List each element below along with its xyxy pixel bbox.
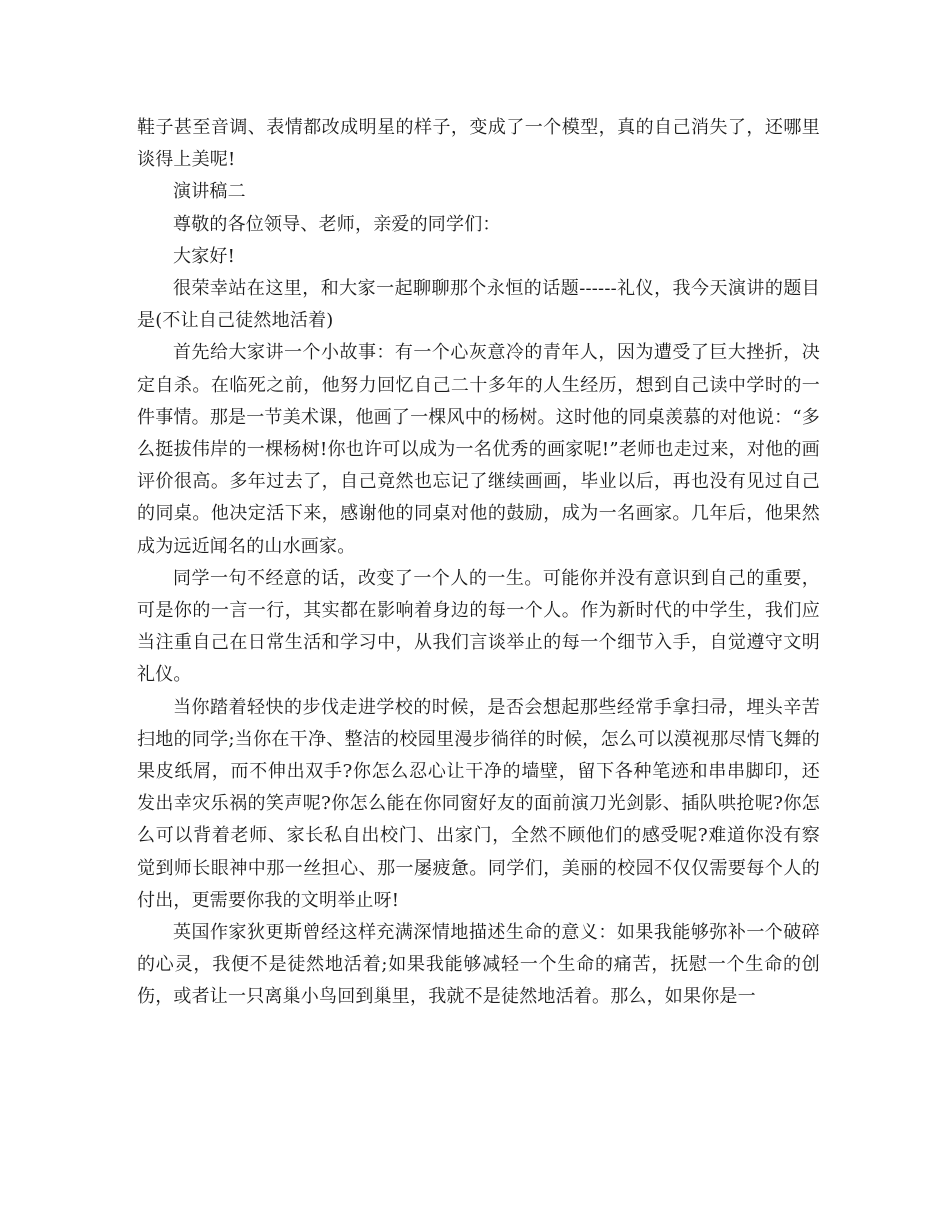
paragraph-intro: 很荣幸站在这里，和大家一起聊聊那个永恒的话题------礼仪，我今天演讲的题目是(不让自己徒然地活着) — [137, 278, 820, 332]
paragraph-influence: 同学一句不经意的话，改变了一个人的一生。可能你并没有意识到自己的重要，可是你的一言一行，其实都在影响着身边的每一个人。作为新时代的中学生，我们应当注重自己在日常生活和学习中，从我们言谈举止的每一个细节入手，自觉遵守文明礼仪。 — [137, 567, 820, 686]
salutation: 尊敬的各位领导、老师，亲爱的同学们： — [173, 213, 501, 235]
paragraph-continuation: 鞋子甚至音调、表情都改成明星的样子，变成了一个模型，真的自己消失了，还哪里谈得上美呢! — [137, 117, 820, 171]
document-body — [137, 112, 820, 1014]
speech-heading: 演讲稿二 — [173, 181, 246, 203]
paragraph-story: 首先给大家讲一个小故事：有一个心灰意冷的青年人，因为遭受了巨大挫折，决定自杀。在临死之前，他努力回忆自己二十多年的人生经历，想到自己读中学时的一件事情。那是一节美术课，他画了一棵风中的杨树。这时他的同桌羡慕的对他说：“多么挺拔伟岸的一棵杨树!你也许可以成为一名优秀的画家呢!”老师也走过来，对他的画评价很高。多年过去了，自己竟然也忘记了继续画画，毕业以后，再也没有见过自己的同桌。他决定活下来，感谢他的同桌对他的鼓励，成为一名画家。几年后，他果然成为远近闻名的山水画家。 — [137, 342, 820, 557]
paragraph-campus: 当你踏着轻快的步伐走进学校的时候，是否会想起那些经常手拿扫帚，埋头辛苦扫地的同学;当你在干净、整洁的校园里漫步徜徉的时候，怎么可以漠视那尽情飞舞的果皮纸屑，而不伸出双手?你怎么忍心让干净的墙壁，留下各种笔迹和串串脚印，还发出幸灾乐祸的笑声呢?你怎么能在你同窗好友的面前演刀光剑影、插队哄抢呢?你怎么可以背着老师、家长私自出校门、出家门，全然不顾他们的感受呢?难道你没有察觉到师长眼神中那一丝担心、那一屡疲惫。同学们，美丽的校园不仅仅需要每个人的付出，更需要你我的文明举止呀! — [137, 696, 820, 911]
paragraph-dickens: 英国作家狄更斯曾经这样充满深情地描述生命的意义：如果我能够弥补一个破碎的心灵，我便不是徒然地活着;如果我能够减轻一个生命的痛苦，抚慰一个生命的创伤，或者让一只离巢小鸟回到巢里，我就不是徒然地活着。那么，如果你是一 — [137, 922, 820, 1008]
greeting: 大家好! — [173, 245, 236, 267]
